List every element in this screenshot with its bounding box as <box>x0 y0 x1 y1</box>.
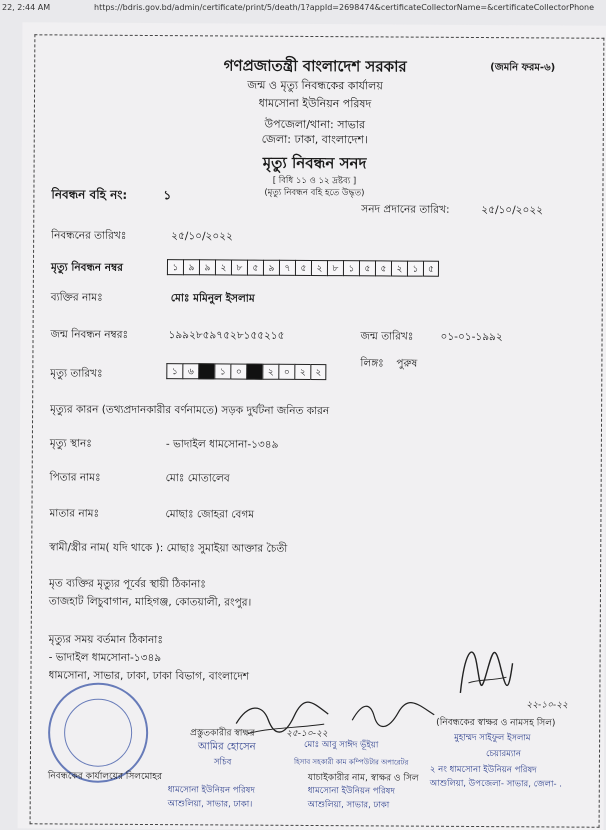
date-digit-box: ০ <box>278 364 294 380</box>
person-name-label: ব্যক্তির নামঃ <box>50 291 103 304</box>
issue-date-label: সনদ প্রদানের তারিখ: <box>361 203 450 216</box>
father-value: মোঃ মোতালেব <box>165 472 230 485</box>
reg-digit-box: ৯ <box>199 259 215 275</box>
present-address-line2: ধামসোনা, সাভার, ঢাকা, ঢাকা বিভাগ, বাংলাদেশ <box>48 669 250 683</box>
mother-label: মাতার নামঃ <box>49 507 100 520</box>
reg-digit-box: ৭ <box>279 260 295 276</box>
rule-note: (মৃত্যু নিবন্ধন বহি হতে উদ্ধৃত) <box>264 187 365 199</box>
spouse-text: স্বামী/স্ত্রীর নাম( যদি থাকে ): মোছাঃ সুমাইয়া আক্তার চৈতী <box>49 541 288 555</box>
mother-value: মোছাঃ জোহরা বেগম <box>165 508 255 521</box>
secretary-title: সচিব <box>213 757 232 768</box>
birth-reg-no-value: ১৯৯২৮৫৯৭৫২৮১৫৫২১৫ <box>168 329 285 342</box>
date-digit-box <box>198 363 214 379</box>
print-url: https://bdris.gov.bd/admin/certificate/print/5/death/1?appId=2698474&certificateCollectorName=&certificateCollectorPhone <box>94 3 595 12</box>
reg-digit-box: ৯ <box>263 260 279 276</box>
form-number: (জমনি ফরম-৬) <box>490 62 556 74</box>
prepared-by-label: প্রস্তুতকারীর স্বাক্ষর <box>190 728 255 739</box>
sign-date-2: ২২-১০-২২ <box>526 700 568 711</box>
rule-reference: [ বিধি ১১ ও ১২ দ্রষ্টব্য ] <box>272 175 357 187</box>
verifier-title: হিসাব সহকারী কাম কম্পিউটার অপারেটর <box>293 757 409 767</box>
birth-date-value: ০১-০১-১৯৯২ <box>440 330 503 344</box>
verifier-label: যাচাইকারীর নাম, স্বাক্ষর ও সিল <box>307 772 419 784</box>
verifier-address: আশুলিয়া, সাভার, ঢাকা <box>307 799 390 811</box>
reg-digit-box: ১ <box>167 259 183 275</box>
registrar-office: ২ নং ধামসোনা ইউনিয়ন পরিষদ <box>429 764 537 776</box>
secretary-name: আমির হোসেন <box>198 741 256 753</box>
date-digit-box: ২ <box>262 364 278 380</box>
reg-digit-box: ১ <box>343 260 359 276</box>
certificate-title: মৃত্যু নিবন্ধন সনদ <box>262 153 367 173</box>
death-date-label: মৃত্যু তারিখঃ <box>50 367 103 380</box>
reg-digit-box: ২ <box>311 260 327 276</box>
date-digit-box: ২ <box>294 364 310 380</box>
father-label: পিতার নামঃ <box>49 471 101 484</box>
upazila-line: উপজেলা/থানা: সাভার <box>264 117 366 132</box>
registrar-title: চেয়ারম্যান <box>485 749 521 760</box>
gender-value: পুরুষ <box>396 357 418 370</box>
registration-date-label: নিবন্ধনের তারিখঃ <box>51 229 127 242</box>
reg-digit-box: ৫ <box>295 260 311 276</box>
gender-label: লিঙ্গঃ <box>360 357 384 370</box>
union-name: ধামসোনা ইউনিয়ন পরিষদ <box>258 96 372 111</box>
reg-digit-box: ৫ <box>423 261 439 277</box>
sign-date: ২৫-১০-২২ <box>286 728 328 740</box>
reg-digit-box: ২ <box>215 259 231 275</box>
permanent-address-label: মৃত ব্যক্তির মৃত্যুর পূর্বের স্থায়ী ঠিকানাঃ <box>49 577 206 591</box>
date-digit-box: ০ <box>230 363 246 379</box>
reg-digit-box: ৯ <box>183 259 199 275</box>
district-line: জেলা: ঢাকা, বাংলাদেশ। <box>261 132 368 147</box>
birth-reg-no-label: জন্ম নিবন্ধন নম্বরঃ <box>50 328 129 341</box>
registrar-handwritten-signature <box>450 633 520 703</box>
registrar-sign-label: (নিবন্ধকের স্বাক্ষর ও নামসহ সিল) <box>436 717 556 729</box>
verifier-handwritten-signature <box>348 696 438 737</box>
secretary-union: ধামসোনা ইউনিয়ন পরিষদ <box>167 785 255 796</box>
office-seal-label: নিবন্ধকের কার্যালয়ের সিলমোহর <box>47 771 162 783</box>
death-place-value: - ভাদাইল ধামসোনা-১৩৪৯ <box>165 438 279 451</box>
reg-digit-box: ২ <box>391 260 407 276</box>
date-digit-box: ১ <box>166 363 182 379</box>
browser-print-header <box>0 0 606 16</box>
permanent-address-value: তাজহাট লিচুবাগান, মাহিগঞ্জ, কোতয়ালী, রংপুর। <box>48 595 252 609</box>
date-digit-box: ২ <box>310 364 326 380</box>
date-digit-box: ১ <box>214 363 230 379</box>
registrar-name: মুহাম্মদ সাইফুল ইসলাম <box>454 732 531 744</box>
verifier-office: ধামসোনা ইউনিয়ন পরিষদ <box>307 785 395 797</box>
present-address-label: মৃত্যুর সময় বর্তমান ঠিকানাঃ <box>48 633 164 647</box>
secretary-address: আশুলিয়া, সাভার, ঢাকা। <box>167 799 253 810</box>
government-title: গণপ্রজাতন্ত্রী বাংলাদেশ সরকার <box>223 56 407 76</box>
date-digit-box: ৬ <box>182 363 198 379</box>
death-reg-no-boxes <box>167 259 439 277</box>
reg-digit-box: ১ <box>407 261 423 277</box>
registrar-address: আশুলিয়া, উপজেলা- সাভার, জেলা- . <box>429 778 562 790</box>
person-name-value: মোঃ মমিনুল ইসলাম <box>170 292 255 305</box>
issue-date-value: ২৫/১০/২০২২ <box>481 204 544 217</box>
registration-date-value: ২৫/১০/২০২২ <box>171 230 233 243</box>
death-cause-text: মৃত্যুর কারন (তথ্যপ্রদানকারীর বর্ণনামতে) সড়ক দুর্ঘটনা জনিত কারন <box>50 403 330 418</box>
certificate-paper <box>18 22 606 830</box>
date-digit-box <box>246 364 262 380</box>
death-date-boxes <box>166 363 326 380</box>
register-book-value: ১ <box>163 188 172 203</box>
reg-digit-box: ৮ <box>231 259 247 275</box>
reg-digit-box: ৮ <box>327 260 343 276</box>
reg-digit-box: ৫ <box>375 260 391 276</box>
birth-date-label: জন্ম তারিখঃ <box>360 330 414 343</box>
print-time: 22, 2:44 AM <box>2 3 51 12</box>
reg-digit-box: ৫ <box>359 260 375 276</box>
office-name: জন্ম ও মৃত্যু নিবন্ধকের কার্যালয় <box>247 78 383 93</box>
verifier-name: মোঃ আবু সাঈদ ভূঁইয়া <box>304 739 379 751</box>
present-address-line1: - ভাদাইল ধামসোনা-১৩৪৯ <box>48 651 162 665</box>
death-reg-no-label: মৃত্যু নিবন্ধন নম্বর <box>50 261 124 274</box>
death-place-label: মৃত্যু স্থানঃ <box>49 437 92 450</box>
reg-digit-box: ৫ <box>247 260 263 276</box>
register-book-label: নিবন্ধন বহি নং: <box>51 187 128 202</box>
